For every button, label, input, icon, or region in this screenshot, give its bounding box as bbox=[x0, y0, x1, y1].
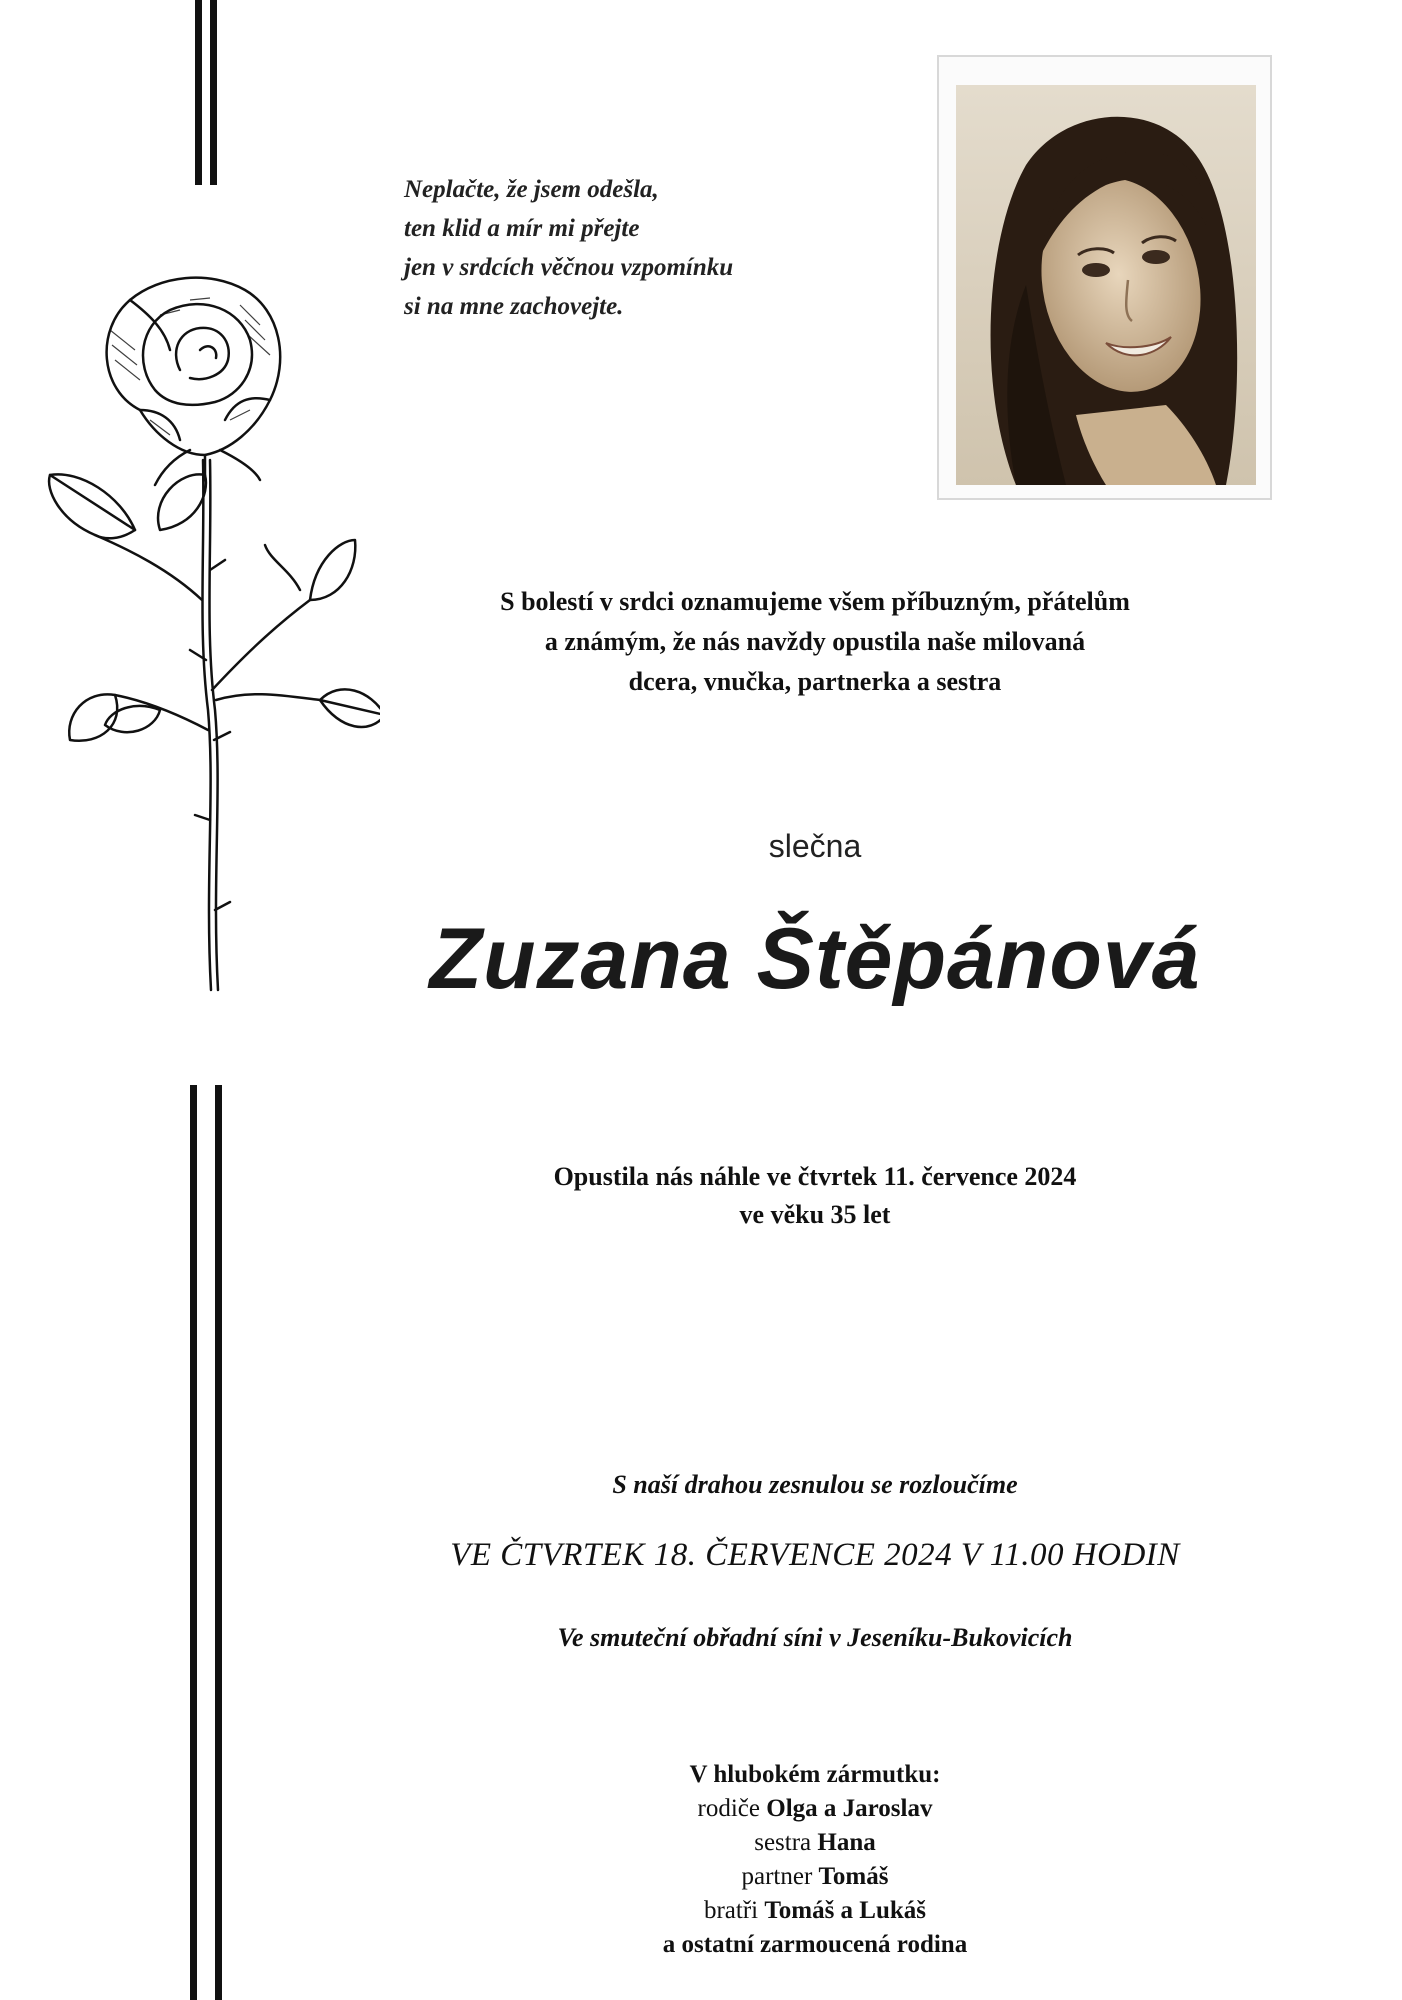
portrait-frame bbox=[937, 55, 1272, 500]
mourner-line: sestra Hana bbox=[754, 1829, 876, 1856]
mourners-list bbox=[330, 1758, 1300, 1962]
announcement-line: S bolestí v srdci oznamujeme všem příbuzným, přátelům bbox=[500, 587, 1130, 616]
farewell-text: S naší drahou zesnulou se rozloučíme bbox=[612, 1470, 1018, 1499]
bottom-left-bar-2 bbox=[215, 1085, 222, 2000]
poem bbox=[404, 170, 733, 326]
ceremony-place: Ve smuteční obřadní síni v Jeseníku-Bukovicích bbox=[557, 1623, 1073, 1652]
rose-illustration bbox=[40, 270, 380, 1000]
poem-line: jen v srdcích věčnou vzpomínku bbox=[404, 254, 734, 281]
poem-line: Neplačte, že jsem odešla, bbox=[404, 176, 659, 203]
announcement-line: a známým, že nás navždy opustila naše milovaná bbox=[544, 627, 1086, 656]
announcement-line: dcera, vnučka, partnerka a sestra bbox=[628, 667, 1002, 696]
bottom-left-bar-1 bbox=[190, 1085, 197, 2000]
death-info-line: Opustila nás náhle ve čtvrtek 11. července 2024 bbox=[553, 1162, 1077, 1191]
poem-line: ten klid a mír mi přejte bbox=[404, 215, 640, 242]
ceremony-datetime: VE ČTVRTEK 18. ČERVENCE 2024 V 11.00 HODIN bbox=[450, 1537, 1180, 1573]
death-info-line: ve věku 35 let bbox=[739, 1200, 891, 1229]
death-info bbox=[330, 1158, 1300, 1234]
top-left-bar-2 bbox=[210, 0, 217, 185]
honorific: slečna bbox=[768, 828, 862, 864]
top-left-bar-1 bbox=[195, 0, 202, 185]
mourner-line: rodiče Olga a Jaroslav bbox=[697, 1795, 933, 1822]
mourner-line: bratři Tomáš a Lukáš bbox=[703, 1897, 927, 1924]
portrait-photo bbox=[956, 85, 1256, 485]
mourner-line: partner Tomáš bbox=[741, 1863, 889, 1890]
mourners-closing: a ostatní zarmoucená rodina bbox=[662, 1931, 968, 1958]
poem-line: si na mne zachovejte. bbox=[404, 293, 624, 320]
deceased-name: Zuzana Štěpánová bbox=[429, 911, 1201, 1007]
mourners-heading: V hlubokém zármutku: bbox=[689, 1761, 941, 1788]
announcement-text bbox=[330, 582, 1300, 702]
